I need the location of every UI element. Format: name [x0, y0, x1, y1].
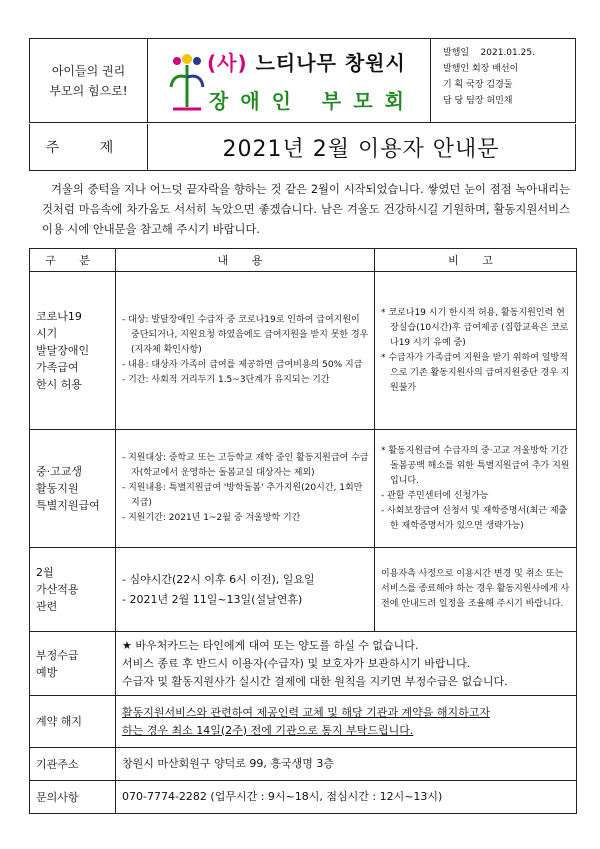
header-box: [29, 38, 576, 123]
row-category: 중·고교생 활동지원 특별지원급여: [30, 430, 116, 548]
info-table: [29, 248, 577, 814]
organization: [147, 39, 431, 122]
table-row: [30, 696, 577, 748]
table-row: [30, 548, 577, 632]
header-category: 구 분: [30, 249, 116, 272]
page-title: 2021년 2월 이용자 안내문: [222, 136, 500, 162]
organization-name-line2: 장애인 부모회: [209, 89, 416, 113]
intro-paragraph: 겨울의 중턱을 지나 어느덧 끝자락을 향하는 것 같은 2월이 시작되었습니다. 쌓였던 눈이 점점 녹아내리는 것처럼 마음속에 차가움도 서서히 녹았으면 좋겠습니다. 남은 겨울도 건강하시길 기원하며, 활동지원서비스 이용 시에 안내문을 참고해 주시기 바랍니다.: [42, 183, 570, 236]
meta-row: 발행인 회장 배선이: [443, 64, 519, 74]
table-row: [30, 272, 577, 430]
row-category: 코로나19 시기 발달장애인 가족급여 한시 허용: [30, 272, 116, 430]
subject-row: [29, 124, 576, 171]
row-category: 계약 해지: [30, 696, 116, 748]
meta-row: 기 획 국장 김경둘: [443, 80, 513, 90]
row-category: 2월 가산적용 관련: [30, 548, 116, 632]
row-note: * 활동지원급여 수급자의 중·고교 겨울방학 기간 돌봄공백 해소를 위한 특별지원급여 추가 지원입니다. - 관할 주민센터에 신청가능 - 사회보장급여 신청서 및 재학증명서(최근 제출한 재학증명서가 있으면 생략가능): [375, 430, 577, 548]
subject-label: 주 제: [30, 124, 148, 170]
row-content: - 심야시간(22시 이후 6시 이전), 일요일 - 2021년 2월 11일~13일(설날연휴): [116, 548, 375, 632]
header-content: 내 용: [116, 249, 375, 272]
meta-row: 담 당 팀장 허민채: [443, 96, 513, 106]
organization-logo-icon: [167, 47, 207, 115]
org-prefix: (사): [207, 51, 248, 75]
row-content: ★ 바우처카드는 타인에게 대여 또는 양도를 하실 수 없습니다. 서비스 종료 후 반드시 이용자(수급자) 및 보호자가 보관하시기 바랍니다. 수급자 및 활동지원사가 실시간 결제에 대한 원칙을 지키면 부정수급은 없습니다.: [116, 632, 577, 696]
row-content: 활동지원서비스와 관련하여 제공인력 교체 및 해당 기관과 계약을 해지하고자 하는 경우 최소 14일(2주) 전에 기관으로 통지 부탁드립니다.: [116, 696, 577, 748]
table-row: [30, 781, 577, 814]
row-category: 기관주소: [30, 748, 116, 781]
org-name-line1: 느티나무 창원시: [255, 51, 406, 75]
slogan-line1: 아이들의 권리: [51, 63, 126, 78]
row-category: 부정수급 예방: [30, 632, 116, 696]
table-row: [30, 430, 577, 548]
table-row: [30, 632, 577, 696]
row-note: 이용자측 사정으로 이용시간 변경 및 취소 또는 서비스를 종료해야 하는 경우 활동지원사에게 사전에 안내드려 일정을 조율해 주시기 바랍니다.: [375, 548, 577, 632]
organization-name: [207, 47, 406, 76]
row-category: 문의사항: [30, 781, 116, 814]
row-content: - 지원대상: 중학교 또는 고등학교 재학 중인 활동지원급여 수급자(학교에서 운영하는 돌봄교실 대상자는 제외) - 지원내용: 특별지원급여 '방학돌봄' 추가지원(20시간, 1회만 지급) - 지원기간: 2021년 1~2월 중 겨울방학 기간: [116, 430, 375, 548]
table-header-row: [30, 249, 577, 272]
publication-meta: [430, 39, 577, 122]
slogan-line2: 부모의 힘으로!: [49, 83, 128, 98]
meta-row: 발행일 2021.01.25.: [443, 48, 535, 58]
table-row: [30, 748, 577, 781]
row-content: 창원시 마산회원구 양덕로 99, 흥국생명 3층: [116, 748, 577, 781]
row-content: - 대상: 발달장애인 수급자 중 코로나19로 인하여 급여지원이 중단되거나, 지원요청 하였음에도 급여지원을 받지 못한 경우(지자체 확인사항) - 내용: 대상자 가족이 급여를 제공하면 급여비용의 50% 지급 - 기간: 사회적 거리두기 1.5~3단계가 유지되는 기간: [116, 272, 375, 430]
row-note: * 코로나19 시기 한시적 허용, 활동지원인력 현장실습(10시간)후 급여제공 (집합교육은 코로나19 시기 유예 중) * 수급자가 가족급여 지원을 받기 위하여 일방적으로 기존 활동지원사의 급여지원중단 경우 지원불가: [375, 272, 577, 430]
slogan: [30, 39, 148, 122]
header-note: 비 고: [375, 249, 577, 272]
row-content: 070-7774-2282 (업무시간 : 9시~18시, 점심시간 : 12시~13시): [116, 781, 577, 814]
